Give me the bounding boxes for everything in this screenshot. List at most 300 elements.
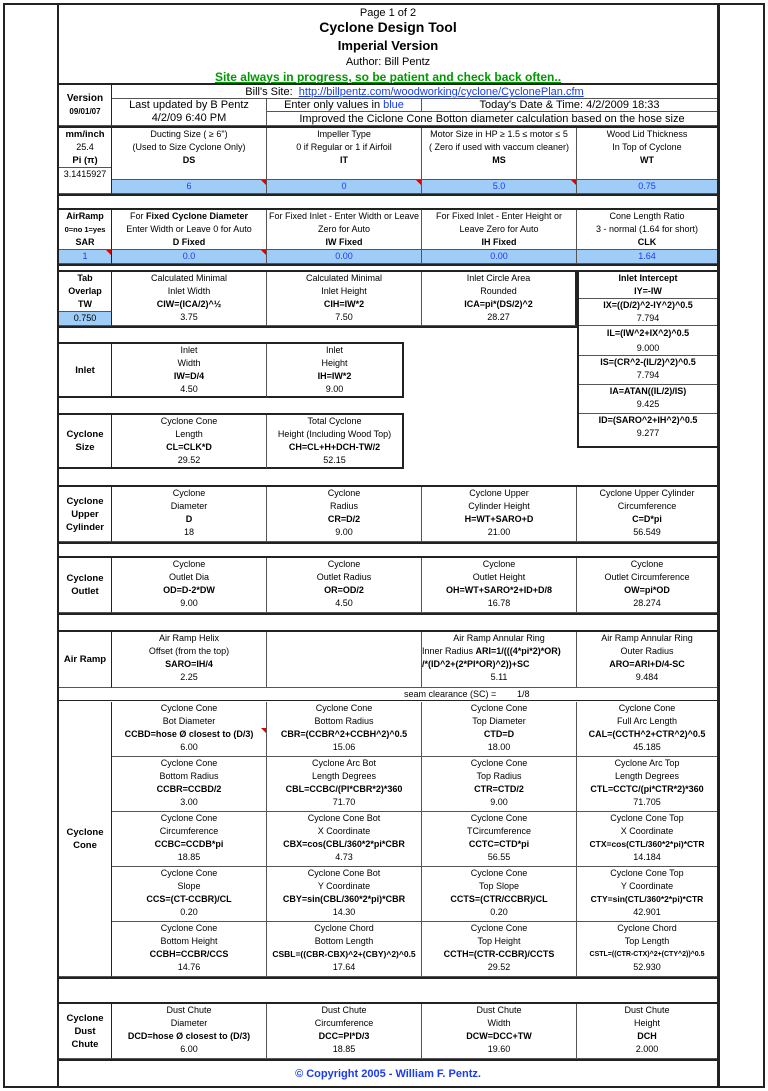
last-updated-date: 4/2/09 6:40 PM (151, 112, 227, 124)
label-line: Y Coordinate (620, 881, 674, 891)
cone-cell (577, 702, 717, 757)
formula: CIH=IW*2 (323, 299, 365, 309)
formula: ICA=pi*(DS/2)^2 (464, 299, 533, 309)
formula: CCBR=CCBD/2 (156, 784, 222, 794)
label-line: Outlet Radius (316, 572, 372, 582)
outlet-label (59, 558, 112, 613)
divider (59, 977, 717, 979)
clk-input[interactable] (577, 250, 717, 264)
label-line: Bot Diameter (162, 716, 216, 726)
input-value: 5.0 (492, 181, 506, 191)
impeller-type-input[interactable] (267, 180, 422, 194)
label-line: Tab (77, 273, 93, 283)
tab-overlap-input[interactable] (59, 312, 112, 326)
section-label: Air Ramp (63, 654, 107, 665)
variable-code: SAR (75, 237, 95, 247)
label-line: Height (Including Wood Top) (277, 429, 392, 439)
comment-flag-icon[interactable] (571, 180, 576, 185)
computed-value: 14.76 (177, 962, 201, 972)
label-line: Dust Chute (166, 1005, 212, 1015)
label-line: Cyclone (482, 559, 516, 569)
cone-cell (422, 812, 577, 867)
upper-cylinder-label (59, 487, 112, 542)
site-label: Bill's Site: (245, 86, 293, 98)
computed-value: 5.11 (490, 672, 508, 682)
label-line: Cyclone Cone (470, 923, 528, 933)
comment-flag-icon[interactable] (106, 250, 111, 255)
computed-value: 19.60 (487, 1044, 511, 1054)
section-label: Dust (74, 1025, 96, 1037)
label-line: Enter Width or Leave 0 for Auto (126, 224, 252, 234)
cone-cell (422, 702, 577, 757)
intercept-row (579, 299, 717, 326)
wood-lid-thickness-input[interactable] (577, 180, 717, 194)
label-line: Air Ramp Annular Ring (601, 633, 693, 643)
section-label: Cyclone (66, 827, 104, 838)
last-updated-cell (112, 99, 267, 126)
computed-value: 9.000 (636, 343, 660, 353)
label-line: Cyclone Cone (470, 813, 528, 823)
formula: IS=(CR^2-(IL/2)^2)^0.5 (600, 357, 696, 367)
section-label: Cyclone (66, 429, 104, 440)
progress-note-link[interactable]: Site always in progress, so be patient and check back often.. (214, 70, 562, 84)
label-line: For (129, 211, 146, 221)
cylinder-diameter-cell (112, 487, 267, 542)
dust-chute-width-cell (422, 1004, 577, 1059)
intercept-row (579, 385, 717, 414)
cone-label (59, 702, 112, 977)
formula: ARO=ARI+D/4-SC (609, 659, 685, 669)
input-label-iw-fixed (267, 210, 422, 250)
label-line: Cyclone Cone Bot (307, 813, 381, 823)
label-line: Wood Lid Thickness (606, 129, 688, 139)
input-value: 1 (82, 251, 88, 261)
cone-cell (267, 702, 422, 757)
computed-value: 9.484 (635, 672, 659, 682)
air-ramp-outer-radius-cell (577, 632, 717, 688)
formula: OW=pi*OD (624, 585, 670, 595)
label-line: Circumference (159, 826, 219, 836)
computed-value: 18.85 (332, 1044, 356, 1054)
airramp-label: AirRamp (66, 211, 104, 221)
label-bold: Fixed Cyclone Diameter (145, 211, 249, 221)
label-line: Cyclone (630, 559, 664, 569)
formula: DCW=DCC+TW (466, 1031, 532, 1041)
label-line: Full Arc Length (616, 716, 678, 726)
cone-cell (422, 867, 577, 922)
formula: CTX=cos(CTL/360*2*pi)*CTR (589, 839, 705, 849)
label-line: Cyclone (327, 559, 361, 569)
today-date-cell: Today's Date & Time: 4/2/2009 18:33 (422, 99, 717, 112)
section-label: Cyclone (66, 1012, 104, 1024)
right-margin-column (718, 3, 765, 1088)
computed-value: 4.73 (335, 852, 353, 862)
variable-code: TW (78, 299, 92, 309)
d-fixed-input[interactable] (112, 250, 267, 264)
label-line: Cyclone Cone (160, 813, 218, 823)
enter-only-cell (267, 99, 422, 112)
air-ramp-label (59, 632, 112, 688)
label-line: Bottom Radius (314, 716, 374, 726)
label-line: Cyclone Chord (314, 923, 374, 933)
cone-cell (422, 757, 577, 812)
formula: CIW=(ICA/2)^½ (156, 299, 222, 309)
computed-value: 71.705 (633, 797, 661, 807)
cylinder-radius-cell (267, 487, 422, 542)
label-line: Inlet (180, 345, 198, 355)
computed-value: 3.00 (180, 797, 198, 807)
formula: D (185, 514, 193, 524)
airramp-label-cell (59, 210, 112, 250)
input-label-ds (112, 128, 267, 180)
label-line: Dust Chute (476, 1005, 522, 1015)
formula: DCH (637, 1031, 657, 1041)
formula: ID=(SARO^2+IH^2)^0.5 (598, 415, 698, 425)
label-line: Cyclone Cone (160, 416, 218, 426)
spreadsheet-sheet (57, 3, 719, 1088)
site-row (112, 85, 717, 99)
airramp-hint: 0=no 1=yes (64, 225, 106, 234)
formula: OH=WT+SARO*2+ID+D/8 (445, 585, 553, 595)
label-line: Length Degrees (614, 771, 680, 781)
cone-cell (112, 922, 267, 977)
computed-value: 71.70 (332, 797, 356, 807)
formula: CTR=CTD/2 (474, 784, 524, 794)
cone-cell (267, 922, 422, 977)
label-line: Calculated Minimal (305, 273, 383, 283)
cone-cell (112, 812, 267, 867)
mm-inch-value: 25.4 (76, 142, 94, 152)
formula: /*(ID^2+(2*PI*OR)^2))+SC (422, 659, 530, 669)
comment-flag-icon[interactable] (261, 180, 266, 185)
input-value: 0.75 (638, 181, 656, 191)
seam-clearance-value: 1/8 (517, 689, 530, 699)
formula: CCBC=CCDB*pi (154, 839, 224, 849)
label-line: Slope (177, 881, 201, 891)
formula: CCTC=CTD*pi (468, 839, 530, 849)
computed-value: 4.50 (335, 598, 353, 608)
computed-value: 45.185 (633, 742, 661, 752)
label-line: Bottom Length (314, 936, 374, 946)
computed-value: 2.25 (180, 672, 198, 682)
divider (59, 264, 717, 266)
label-line: Cyclone Cone (160, 758, 218, 768)
divider (59, 326, 577, 328)
computed-value: 28.27 (487, 312, 510, 322)
label-line: Zero for Auto (317, 224, 371, 234)
ih-fixed-input[interactable] (422, 250, 577, 264)
total-height-cell (267, 415, 404, 469)
label-line: Cyclone (327, 488, 361, 498)
divider (59, 194, 717, 196)
site-url-link[interactable]: http://billpentz.com/woodworking/cyclone/CyclonePlan.cfm (298, 86, 584, 98)
label-line: Dust Chute (624, 1005, 670, 1015)
outlet-height-cell (422, 558, 577, 613)
label-line: For Fixed Inlet - Enter Height or (435, 211, 563, 221)
iw-fixed-input[interactable] (267, 250, 422, 264)
motor-size-input[interactable] (422, 180, 577, 194)
formula: IL=(IW^2+IX^2)^0.5 (606, 328, 690, 338)
label-line: Air Ramp Annular Ring (453, 633, 545, 643)
section-label: Cylinder (65, 521, 104, 533)
formula: CSTL=((CTR-CTX)^2+(CTY^2))^0.5 (589, 951, 705, 958)
inlet-width-cell (112, 344, 267, 398)
label-line: Cyclone Cone (160, 703, 218, 713)
label-line: Top Length (624, 936, 670, 946)
intercept-row (579, 356, 717, 385)
formula: IW=D/4 (173, 371, 205, 381)
formula: CBY=sin(CBL/360*2*pi)*CBR (282, 894, 406, 904)
computed-value: 9.00 (490, 797, 508, 807)
formula: CCBH=CCBR/CCS (149, 949, 229, 959)
label-line: Overlap (68, 286, 102, 296)
empty-cell (267, 632, 422, 688)
label-line: Height (633, 1018, 660, 1028)
formula: ARI=1/(((4*pi*2)*OR) (475, 646, 561, 656)
page-subtitle: Imperial Version (337, 38, 439, 53)
computed-value: 9.425 (636, 399, 660, 409)
intercept-title: Inlet Intercept (618, 273, 678, 283)
formula: C=D*pi (632, 514, 662, 524)
formula: CTD=D (483, 729, 515, 739)
version-value: 09/01/07 (69, 107, 101, 116)
variable-code: IW Fixed (325, 237, 363, 247)
label-line: Cyclone Cone Top (610, 868, 684, 878)
comment-flag-icon[interactable] (261, 250, 266, 255)
computed-value: 6.00 (180, 742, 198, 752)
computed-value: 21.00 (487, 527, 511, 537)
label-line: Ducting Size ( ≥ 6") (150, 129, 228, 139)
label-line: Diameter (170, 1018, 208, 1028)
input-label-clk (577, 210, 717, 250)
intercept-title-cell (579, 272, 717, 299)
variable-code: DS (182, 155, 196, 165)
formula: IY=-IW (634, 286, 662, 296)
dust-chute-circumference-cell (267, 1004, 422, 1059)
formula: OR=OD/2 (324, 585, 364, 595)
comment-flag-icon[interactable] (416, 180, 421, 185)
label-line: X Coordinate (620, 826, 674, 836)
intercept-row (579, 414, 717, 444)
formula: CBL=CCBC/(PI*CBR*2)*360 (285, 784, 403, 794)
section-label: Inlet (75, 364, 95, 376)
cone-cell (267, 812, 422, 867)
variable-code: IH Fixed (481, 237, 517, 247)
input-label-it (267, 128, 422, 180)
label-line: Inlet (325, 345, 343, 355)
comment-flag-icon[interactable] (261, 728, 266, 733)
section-label: Chute (71, 1038, 99, 1050)
computed-value: 17.64 (332, 962, 356, 972)
computed-value: 16.78 (487, 598, 511, 608)
label-line: Top Radius (476, 771, 522, 781)
left-margin-column (3, 3, 58, 1088)
variable-code: CLK (637, 237, 657, 247)
label-line: Leave Zero for Auto (459, 224, 539, 234)
label-line: Inlet Height (321, 286, 367, 296)
cone-cell (577, 867, 717, 922)
formula: CL=CLK*D (166, 442, 212, 452)
divider (59, 542, 717, 544)
computed-value: 56.549 (633, 527, 661, 537)
computed-value: 14.30 (332, 907, 356, 917)
formula: H=WT+SARO+D (464, 514, 534, 524)
label-line: Inlet Circle Area (466, 273, 531, 283)
input-value: 0.00 (335, 251, 353, 261)
label-line: Cyclone Cone (160, 868, 218, 878)
variable-code: IT (340, 155, 348, 165)
variable-code: MS (492, 155, 506, 165)
label-line: X Coordinate (317, 826, 371, 836)
label-line: Cyclone Arc Top (614, 758, 680, 768)
formula: IH=IW*2 (317, 371, 352, 381)
input-label-wt (577, 128, 717, 180)
label-line: Bottom Radius (159, 771, 219, 781)
version-label: Version (66, 93, 104, 104)
input-value: 0 (341, 181, 347, 191)
computed-value: 14.184 (633, 852, 661, 862)
label-line: Top Slope (478, 881, 520, 891)
outlet-dia-cell (112, 558, 267, 613)
label-line: Height (321, 358, 348, 368)
formula: IA=ATAN((IL/2)/IS) (609, 386, 687, 396)
constants-cell (59, 128, 112, 194)
label-line: Circumference (314, 1018, 374, 1028)
formula: CH=CL+H+DCH-TW/2 (288, 442, 381, 452)
formula: DCC=PI*D/3 (318, 1031, 370, 1041)
air-ramp-helix-cell (112, 632, 267, 688)
label-line: Diameter (170, 501, 208, 511)
computed-value: 29.52 (487, 962, 511, 972)
formula: DCD=hose Ø closest to (D/3) (127, 1031, 251, 1041)
cone-cell (112, 757, 267, 812)
cylinder-height-cell (422, 487, 577, 542)
label-line: Width (177, 358, 201, 368)
cone-cell (577, 757, 717, 812)
label-line: Cyclone Cone (470, 868, 528, 878)
section-label: Cyclone (66, 495, 104, 507)
cone-cell (112, 867, 267, 922)
page-title: Cyclone Design Tool (319, 19, 457, 35)
pi-label: Pi (π) (72, 155, 98, 166)
mm-inch-label: mm/inch (65, 129, 105, 140)
label-line: Cyclone Upper Cylinder (599, 488, 695, 498)
calc-cell-cih (267, 272, 422, 326)
dust-chute-diameter-cell (112, 1004, 267, 1059)
label-line: Length (175, 429, 203, 439)
cone-cell (577, 922, 717, 977)
label-line: Outlet Circumference (604, 572, 690, 582)
formula: CCBD=hose Ø closest to (D/3) (124, 729, 254, 739)
label-line: Cyclone Upper (469, 488, 529, 498)
inlet-height-cell (267, 344, 404, 398)
computed-value: 9.277 (636, 428, 660, 438)
computed-value: 7.794 (636, 370, 660, 380)
computed-value: 52.930 (633, 962, 661, 972)
label-line: Cyclone (172, 559, 206, 569)
label-line: Cyclone Cone (470, 703, 528, 713)
label-line: Cyclone Cone (470, 758, 528, 768)
label-line: Cyclone Cone (618, 703, 676, 713)
label-line: Motor Size in HP ≥ 1.5 ≤ motor ≤ 5 (430, 129, 568, 139)
label-line: Air Ramp Helix (158, 633, 219, 643)
input-value: 1.64 (638, 251, 656, 261)
label-line: Y Coordinate (317, 881, 371, 891)
label-line: Outlet Dia (168, 572, 210, 582)
formula: CTY=sin(CTL/360*2*pi)*CTR (590, 894, 704, 904)
formula: OD=D-2*DW (163, 585, 215, 595)
cone-cell (577, 812, 717, 867)
formula: CCTH=(CTR-CCBR)/CCTS (443, 949, 555, 959)
label-line: Outer Radius (620, 646, 674, 656)
copyright-notice: © Copyright 2005 - William F. Pentz. (295, 1068, 481, 1080)
input-value: 0.750 (73, 313, 97, 323)
input-value: 0.00 (490, 251, 508, 261)
ducting-size-input[interactable] (112, 180, 267, 194)
label-line: Rounded (480, 286, 517, 296)
computed-value: 7.794 (636, 313, 660, 323)
label-line: Radius (329, 501, 358, 511)
divider (59, 1059, 717, 1061)
page-indicator: Page 1 of 2 (359, 7, 417, 19)
formula: CSBL=((CBR-CBX)^2+(CBY)^2)^0.5 (272, 949, 416, 959)
computed-value: 0.20 (490, 907, 508, 917)
dust-chute-label (59, 1004, 112, 1059)
seam-clearance-row (59, 688, 717, 701)
enter-only-label: Enter only values in (284, 99, 381, 111)
tab-overlap-label-cell (59, 272, 112, 312)
label-line: Top Height (477, 936, 521, 946)
computed-value: 56.55 (487, 852, 511, 862)
cone-cell (112, 702, 267, 757)
section-label: Upper (71, 508, 99, 520)
label-line: ( Zero if used with vaccum cleaner) (428, 142, 570, 152)
variable-code: D Fixed (172, 237, 206, 247)
computed-value: 28.274 (633, 598, 661, 608)
label-line: For Fixed Inlet - Enter Width or Leave (268, 211, 420, 221)
label-line: Outlet Height (472, 572, 526, 582)
label-line: Dust Chute (321, 1005, 367, 1015)
label-line: In Top of Cyclone (612, 142, 682, 152)
outlet-radius-cell (267, 558, 422, 613)
label-line: (Used to Size Cyclone Only) (132, 142, 246, 152)
formula: CBR=(CCBR^2+CCBH^2)^0.5 (280, 729, 408, 739)
section-label: Cone (73, 840, 97, 851)
inlet-intercept-panel (577, 272, 717, 448)
label-line: Length Degrees (311, 771, 377, 781)
input-value: 0.0 (182, 251, 196, 261)
formula: IX=((D/2)^2-IY^2)^0.5 (603, 300, 693, 310)
label-line: Cone Length Ratio (609, 211, 685, 221)
label-line: Impeller Type (317, 129, 371, 139)
last-updated-label: Last updated by B Pentz (129, 99, 249, 111)
computed-value: 7.50 (335, 312, 353, 322)
calc-cell-ciw (112, 272, 267, 326)
computed-value: 3.75 (180, 312, 198, 322)
computed-value: 15.06 (332, 742, 356, 752)
computed-value: 18.85 (177, 852, 201, 862)
airramp-input[interactable] (59, 250, 112, 264)
label-line: Cyclone Cone Top (610, 813, 684, 823)
label-line: Offset (from the top) (148, 646, 230, 656)
author-line: Author: Bill Pentz (345, 56, 431, 68)
label-line: TCircumference (466, 826, 531, 836)
computed-value: 6.00 (180, 1044, 198, 1054)
label-line: 3 - normal (1.64 for short) (595, 224, 699, 234)
label-line: Cyclone Cone (315, 703, 373, 713)
formula: CR=D/2 (327, 514, 361, 524)
computed-value: 42.901 (633, 907, 661, 917)
